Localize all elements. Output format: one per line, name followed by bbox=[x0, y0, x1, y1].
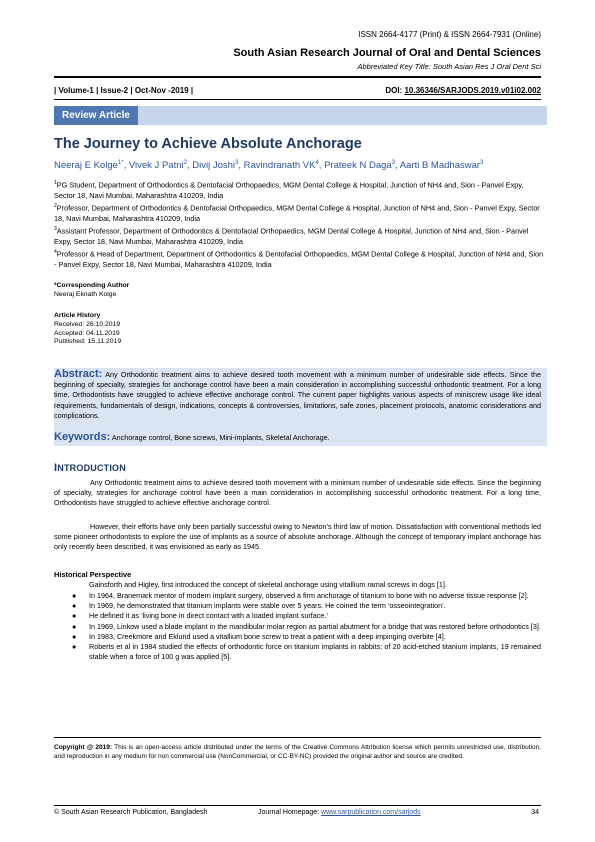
list-item: ● Roberts et al in 1984 studied the effects of orthodontic force on titanium implants in rabbits; of 20 acid-etched titanium implants, 19 remained stable when a force of 100 g was applied [5]. bbox=[72, 642, 541, 662]
affiliation: $^3$Assistant Professor, Department of Orthodontics & Dentofacial Orthopaedics, MGM Dental College & Hospital, Junction of NH4 and, Sion - Panvel Expy, Sector 18, Navi Mumbai, Maharashtra 410209, India bbox=[54, 226, 529, 246]
intro-paragraph-1: Any Orthodontic treatment aims to achieve desired tooth movement with a minimum number of undesirable side effects. Since the beginning of specialty, strategies for anchorage control have been a main consideration in accomplishing successful orthodontic treatment. For a long time, Orthodontists have struggled to achieve effective anchorage control. bbox=[54, 478, 541, 508]
received-date: Received: 26.10.2019 bbox=[54, 320, 121, 328]
copyright-text: This is an open-access article distributed under the terms of the Creative Commons Attribution license which permits unrestricted use, distribution, and reproduction in any medium for non commercial use (NonCommercial, or CC-BY-NC) provided the original author and source are credited. bbox=[54, 744, 541, 761]
footer-homepage bbox=[258, 809, 421, 816]
author: Aarti B Madhaswar$^3$ bbox=[399, 160, 484, 172]
intro-paragraph-2: However, their efforts have only been partially successful owing to Newton’s third law of motion. Dissatisfaction with conventional methods led some pioneer orthodontists to explore the use of implants as a source of absolute anchorage. Although the concept of temporary implant anchorage has only recently been described, it was envisioned as early as 1945. bbox=[54, 522, 541, 552]
meta-rule bbox=[54, 99, 541, 100]
list-item: ● He defined it as ‘living bone in direct contact with a loaded implant surface.’ bbox=[72, 611, 328, 621]
copyright-rule bbox=[54, 737, 541, 738]
keywords-heading: Keywords: bbox=[54, 431, 111, 443]
affiliation: $^4$Professor & Head of Department, Department of Orthodontics & Dentofacial Orthopaedics, MGM Dental College & Hospital, Junction of NH4 and, Sion - Panvel Expy, Sector 18, Navi Mumbai, Maharashtra 410209, India bbox=[54, 249, 544, 269]
list-item: ● In 1969, he demonstrated that titanium implants were stable over 5 years. He coined the term ‘osseointegration’. bbox=[72, 601, 446, 611]
abstract-heading: Abstract: bbox=[54, 368, 103, 380]
journal-name: South Asian Research Journal of Oral and Dental Sciences bbox=[233, 47, 541, 59]
article-title: The Journey to Achieve Absolute Anchorage bbox=[54, 136, 362, 152]
historical-perspective-heading: Historical Perspective bbox=[54, 570, 132, 579]
affiliation: $^1$PG Student, Department of Orthodontics & Dentofacial Orthopaedics, MGM Dental College & Hospital, Junction of NH4 and, Sion - Panvel Expy, Sector 18, Navi Mumbai, Maharashtra 410209, India bbox=[54, 180, 524, 200]
abstract bbox=[54, 369, 541, 421]
author: Divij Joshi$^3$, bbox=[192, 160, 244, 172]
introduction-heading: INTRODUCTION bbox=[54, 462, 126, 474]
abstract-text: Any Orthodontic treatment aims to achieve desired tooth movement with a minimum number of undesirable side effects. Since the beginning of specialty, strategies for anchorage control have been a main consideration in accomplishing successful orthodontic treatment. For a long time, Orthodontists have struggled to achieve effective anchorage control. The current paper highlights various aspects of miniscrew usage like ideal requirements, fundamentals of design, indications, concepts & controversies, limitations, safe zones, placement protocols, anatomic considerations and complications. bbox=[54, 370, 541, 420]
bullet-icon: ● bbox=[72, 642, 77, 652]
article-history bbox=[54, 312, 121, 347]
bullet-icon: ● bbox=[72, 621, 77, 631]
journal-abbreviation: Abbreviated Key Title: South Asian Res J Oral Dent Sci bbox=[357, 62, 541, 71]
bullet-icon: ● bbox=[72, 631, 77, 641]
author: Prateek N Daga$^3$, bbox=[324, 160, 400, 172]
bullet-icon: ● bbox=[72, 601, 77, 611]
footer-rule bbox=[54, 805, 541, 806]
bullet-icon: ● bbox=[72, 591, 77, 600]
affiliations bbox=[54, 178, 544, 270]
historical-intro: Gainsforth and Higley, first introduced the concept of skeletal anchorage using vitallium ramal screws in dogs [1]. bbox=[89, 580, 447, 589]
historical-list bbox=[54, 591, 541, 662]
corresponding-author bbox=[54, 282, 129, 300]
keywords bbox=[54, 431, 330, 443]
copyright-notice bbox=[54, 743, 541, 762]
published-date: Published: 15.11.2019 bbox=[54, 338, 122, 346]
author: Ravindranath $VK^4$, bbox=[243, 160, 325, 172]
keywords-text: Anchorage control, Bone screws, Mini-implants, Skeletal Anchorage. bbox=[111, 433, 330, 442]
author: Neeraj E Kolge$^{1*}$, bbox=[54, 160, 129, 172]
bullet-icon: ● bbox=[72, 611, 77, 621]
page-number: 34 bbox=[531, 809, 539, 816]
list-item: ● In 1964, Branemark mentor of modern implant surgery, observed a firm anchorage of titanium to bone with no adverse tissue response [2]. bbox=[72, 591, 529, 600]
article-type-label: Review Article bbox=[54, 106, 138, 125]
author-list bbox=[54, 160, 483, 171]
header-rule bbox=[54, 76, 541, 78]
doi-label: DOI: bbox=[385, 86, 403, 95]
corresponding-name: Neeraj Eknath Kolge bbox=[54, 290, 117, 298]
author: Vivek J Patni$^2$, bbox=[128, 160, 193, 172]
volume-issue: | Volume-1 | Issue-2 | Oct-Nov -2019 | bbox=[54, 86, 194, 95]
footer-publisher: © South Asian Research Publication, Bangladesh bbox=[54, 809, 208, 816]
accepted-date: Accepted: 04.11.2019 bbox=[54, 329, 120, 337]
list-item: ● In 1983, Creekmore and Eklund used a vitallium bone screw to treat a patient with a deep impinging overbite [4]. bbox=[72, 631, 446, 641]
homepage-label: Journal Homepage: bbox=[258, 809, 320, 816]
issn-line: ISSN 2664-4177 (Print) & ISSN 2664-7931 (Online) bbox=[358, 30, 541, 39]
affiliation: $^2$Professor, Department of Orthodontics & Dentofacial Orthopaedics, MGM Dental College & Hospital, Junction of NH4 and, Sion - Panvel Expy, Sector 18, Navi Mumbai, Maharashtra 410209, India bbox=[54, 203, 540, 223]
doi-link[interactable]: 10.36346/SARJODS.2019.v01i02.002 bbox=[404, 86, 541, 95]
corresponding-heading: *Corresponding Author bbox=[54, 282, 130, 289]
doi-line bbox=[385, 86, 541, 95]
list-item: ● In 1969, Linkow used a blade implant in the mandibular molar region as partial abutment for a bridge that was restored before orthodontics [3]. bbox=[72, 621, 541, 631]
history-heading: Article History bbox=[54, 312, 101, 319]
copyright-label: Copyright @ 2019: bbox=[54, 744, 113, 751]
article-type-bar bbox=[54, 106, 547, 125]
homepage-link[interactable]: www.sarpublication.com/sarjods bbox=[321, 809, 421, 816]
